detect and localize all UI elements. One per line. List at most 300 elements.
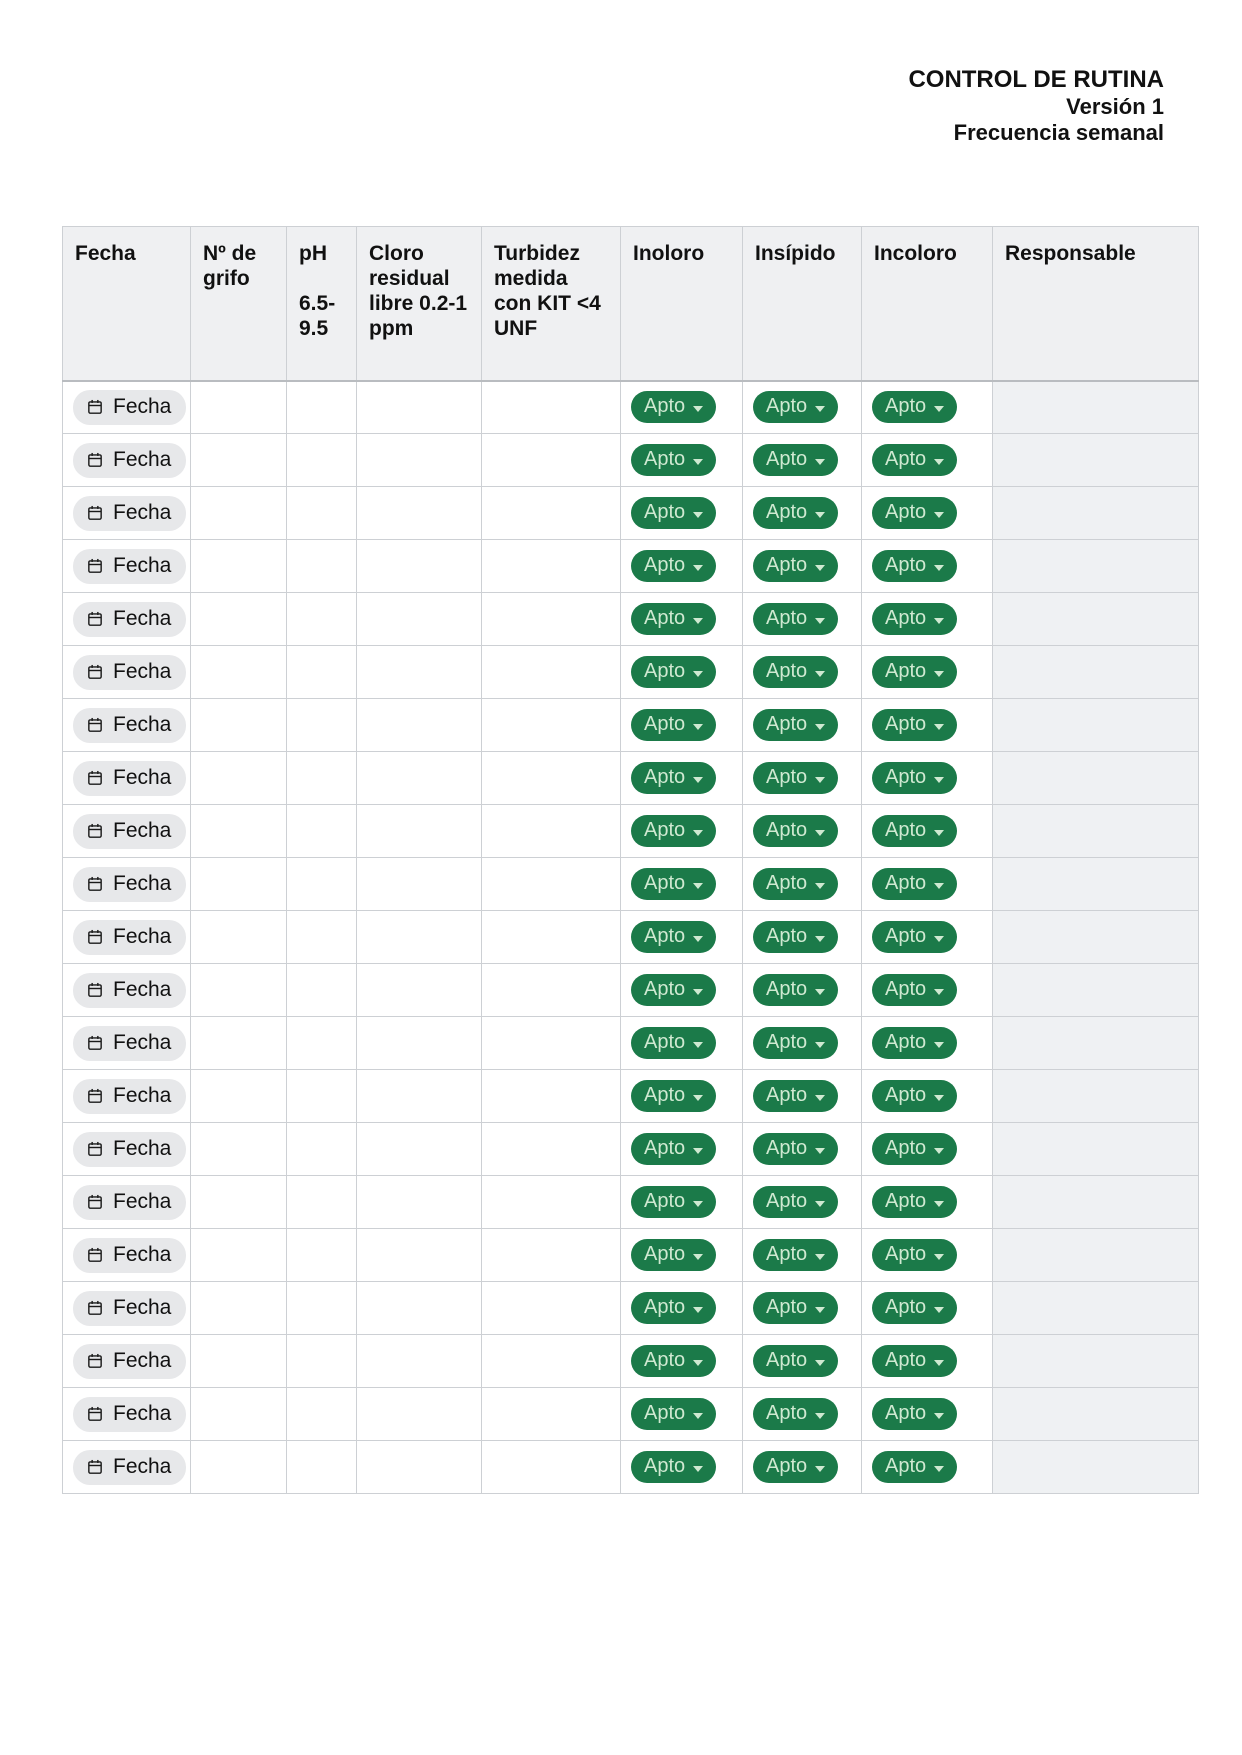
cell-num-grifo[interactable] <box>191 1282 287 1335</box>
cell-turbidez[interactable] <box>482 540 621 593</box>
cell-cloro[interactable] <box>357 1441 482 1494</box>
table-row <box>63 858 1199 911</box>
table-row <box>63 1335 1199 1388</box>
cell-ph[interactable] <box>287 1441 357 1494</box>
fecha-date-button[interactable] <box>73 761 186 796</box>
cell-num-grifo[interactable] <box>191 1229 287 1282</box>
cell-num-grifo[interactable] <box>191 1441 287 1494</box>
cell-ph[interactable] <box>287 1388 357 1441</box>
cell-incoloro <box>862 1441 993 1494</box>
cell-turbidez[interactable] <box>482 752 621 805</box>
insipido-apto-dropdown[interactable] <box>753 762 838 794</box>
cell-turbidez[interactable] <box>482 434 621 487</box>
fecha-date-button[interactable] <box>73 1238 186 1273</box>
cell-cloro[interactable] <box>357 434 482 487</box>
cell-fecha <box>63 1229 191 1282</box>
chevron-down-icon <box>815 554 825 577</box>
cell-cloro[interactable] <box>357 699 482 752</box>
cell-inoloro <box>621 911 743 964</box>
incoloro-apto-dropdown[interactable] <box>872 1451 957 1483</box>
cell-inoloro <box>621 1282 743 1335</box>
calendar-icon <box>86 1458 104 1476</box>
incoloro-apto-dropdown[interactable] <box>872 391 957 423</box>
cell-cloro[interactable] <box>357 1123 482 1176</box>
cell-num-grifo[interactable] <box>191 1017 287 1070</box>
cell-turbidez[interactable] <box>482 805 621 858</box>
cell-turbidez[interactable] <box>482 1176 621 1229</box>
apto-dropdown-label: Apto <box>766 978 808 1000</box>
fecha-date-button[interactable] <box>73 1026 186 1061</box>
apto-dropdown-label: Apto <box>885 448 927 470</box>
cell-cloro[interactable] <box>357 1335 482 1388</box>
calendar-icon <box>86 1405 104 1423</box>
fecha-date-button[interactable] <box>73 1079 186 1114</box>
fecha-date-button[interactable] <box>73 708 186 743</box>
inoloro-apto-dropdown[interactable] <box>631 550 716 582</box>
inoloro-apto-dropdown[interactable] <box>631 603 716 635</box>
fecha-date-button[interactable] <box>73 1397 186 1432</box>
inoloro-apto-dropdown[interactable] <box>631 921 716 953</box>
insipido-apto-dropdown[interactable] <box>753 921 838 953</box>
cell-turbidez[interactable] <box>482 911 621 964</box>
fecha-button-label: Fecha <box>113 818 172 842</box>
chevron-down-icon <box>693 713 703 736</box>
cell-ph[interactable] <box>287 752 357 805</box>
fecha-date-button[interactable] <box>73 1185 186 1220</box>
cell-inoloro <box>621 964 743 1017</box>
cell-cloro[interactable] <box>357 1070 482 1123</box>
inoloro-apto-dropdown[interactable] <box>631 1239 716 1271</box>
cell-turbidez[interactable] <box>482 1070 621 1123</box>
apto-dropdown-label: Apto <box>885 872 927 894</box>
incoloro-apto-dropdown[interactable] <box>872 868 957 900</box>
cell-responsable[interactable] <box>993 858 1199 911</box>
insipido-apto-dropdown[interactable] <box>753 1080 838 1112</box>
inoloro-apto-dropdown[interactable] <box>631 1080 716 1112</box>
fecha-date-button[interactable] <box>73 390 186 425</box>
cell-responsable[interactable] <box>993 593 1199 646</box>
fecha-date-button[interactable] <box>73 1132 186 1167</box>
chevron-down-icon <box>934 554 944 577</box>
cell-responsable[interactable] <box>993 646 1199 699</box>
cell-ph[interactable] <box>287 434 357 487</box>
cell-responsable[interactable] <box>993 1388 1199 1441</box>
cell-num-grifo[interactable] <box>191 593 287 646</box>
cell-insipido <box>743 964 862 1017</box>
insipido-apto-dropdown[interactable] <box>753 974 838 1006</box>
cell-ph[interactable] <box>287 1123 357 1176</box>
insipido-apto-dropdown[interactable] <box>753 1186 838 1218</box>
cell-num-grifo[interactable] <box>191 540 287 593</box>
incoloro-apto-dropdown[interactable] <box>872 1398 957 1430</box>
chevron-down-icon <box>934 1243 944 1266</box>
cell-num-grifo[interactable] <box>191 1176 287 1229</box>
incoloro-apto-dropdown[interactable] <box>872 762 957 794</box>
fecha-date-button[interactable] <box>73 973 186 1008</box>
cell-ph[interactable] <box>287 1176 357 1229</box>
chevron-down-icon <box>693 1243 703 1266</box>
insipido-apto-dropdown[interactable] <box>753 1398 838 1430</box>
apto-dropdown-label: Apto <box>885 1349 927 1371</box>
cell-turbidez[interactable] <box>482 699 621 752</box>
cell-cloro[interactable] <box>357 752 482 805</box>
cell-turbidez[interactable] <box>482 858 621 911</box>
apto-dropdown-label: Apto <box>644 819 686 841</box>
doc-title: CONTROL DE RUTINA <box>908 66 1164 93</box>
chevron-down-icon <box>815 1031 825 1054</box>
apto-dropdown-label: Apto <box>644 448 686 470</box>
chevron-down-icon <box>815 1137 825 1160</box>
cell-turbidez[interactable] <box>482 1229 621 1282</box>
apto-dropdown-label: Apto <box>766 1349 808 1371</box>
chevron-down-icon <box>934 766 944 789</box>
apto-dropdown-label: Apto <box>644 1031 686 1053</box>
fecha-button-label: Fecha <box>113 1136 172 1160</box>
apto-dropdown-label: Apto <box>644 713 686 735</box>
cell-fecha <box>63 752 191 805</box>
cell-responsable[interactable] <box>993 1123 1199 1176</box>
cell-cloro[interactable] <box>357 540 482 593</box>
fecha-button-label: Fecha <box>113 1083 172 1107</box>
cell-turbidez[interactable] <box>482 1282 621 1335</box>
calendar-icon <box>86 504 104 522</box>
fecha-date-button[interactable] <box>73 920 186 955</box>
cell-responsable[interactable] <box>993 805 1199 858</box>
cell-cloro[interactable] <box>357 1282 482 1335</box>
incoloro-apto-dropdown[interactable] <box>872 1080 957 1112</box>
incoloro-apto-dropdown[interactable] <box>872 1186 957 1218</box>
incoloro-apto-dropdown[interactable] <box>872 603 957 635</box>
cell-insipido <box>743 540 862 593</box>
cell-cloro[interactable] <box>357 1229 482 1282</box>
cell-inoloro <box>621 1229 743 1282</box>
chevron-down-icon <box>693 766 703 789</box>
cell-turbidez[interactable] <box>482 1388 621 1441</box>
calendar-icon <box>86 1140 104 1158</box>
cell-responsable[interactable] <box>993 1229 1199 1282</box>
cell-num-grifo[interactable] <box>191 1335 287 1388</box>
fecha-date-button[interactable] <box>73 1344 186 1379</box>
cell-insipido <box>743 381 862 434</box>
cell-inoloro <box>621 1441 743 1494</box>
col-header-inoloro: Inoloro <box>621 227 743 381</box>
cell-cloro[interactable] <box>357 1388 482 1441</box>
chevron-down-icon <box>815 1243 825 1266</box>
cell-inoloro <box>621 1123 743 1176</box>
cell-inoloro <box>621 593 743 646</box>
inoloro-apto-dropdown[interactable] <box>631 815 716 847</box>
apto-dropdown-label: Apto <box>885 607 927 629</box>
apto-dropdown-label: Apto <box>766 660 808 682</box>
cell-responsable[interactable] <box>993 434 1199 487</box>
apto-dropdown-label: Apto <box>766 1031 808 1053</box>
incoloro-apto-dropdown[interactable] <box>872 1239 957 1271</box>
fecha-button-label: Fecha <box>113 924 172 948</box>
inoloro-apto-dropdown[interactable] <box>631 1451 716 1483</box>
cell-num-grifo[interactable] <box>191 1388 287 1441</box>
fecha-date-button[interactable] <box>73 443 186 478</box>
apto-dropdown-label: Apto <box>766 1243 808 1265</box>
incoloro-apto-dropdown[interactable] <box>872 656 957 688</box>
cell-cloro[interactable] <box>357 381 482 434</box>
cell-cloro[interactable] <box>357 593 482 646</box>
insipido-apto-dropdown[interactable] <box>753 868 838 900</box>
cell-turbidez[interactable] <box>482 593 621 646</box>
table-row <box>63 752 1199 805</box>
cell-ph[interactable] <box>287 593 357 646</box>
cell-ph[interactable] <box>287 964 357 1017</box>
incoloro-apto-dropdown[interactable] <box>872 921 957 953</box>
calendar-icon <box>86 398 104 416</box>
cell-cloro[interactable] <box>357 646 482 699</box>
cell-ph[interactable] <box>287 1282 357 1335</box>
fecha-date-button[interactable] <box>73 867 186 902</box>
cell-num-grifo[interactable] <box>191 699 287 752</box>
cell-responsable[interactable] <box>993 1441 1199 1494</box>
cell-turbidez[interactable] <box>482 1017 621 1070</box>
col-header-cloro: Cloro residual libre 0.2-1 ppm <box>357 227 482 381</box>
incoloro-apto-dropdown[interactable] <box>872 444 957 476</box>
cell-ph[interactable] <box>287 487 357 540</box>
cell-incoloro <box>862 593 993 646</box>
cell-responsable[interactable] <box>993 1017 1199 1070</box>
chevron-down-icon <box>934 501 944 524</box>
col-header-responsable: Responsable <box>993 227 1199 381</box>
chevron-down-icon <box>934 872 944 895</box>
cell-fecha <box>63 381 191 434</box>
calendar-icon <box>86 1246 104 1264</box>
cell-num-grifo[interactable] <box>191 752 287 805</box>
cell-num-grifo[interactable] <box>191 911 287 964</box>
inoloro-apto-dropdown[interactable] <box>631 709 716 741</box>
cell-num-grifo[interactable] <box>191 646 287 699</box>
chevron-down-icon <box>815 872 825 895</box>
cell-ph[interactable] <box>287 381 357 434</box>
calendar-icon <box>86 1352 104 1370</box>
table-row <box>63 1229 1199 1282</box>
fecha-button-label: Fecha <box>113 871 172 895</box>
cell-ph[interactable] <box>287 858 357 911</box>
cell-num-grifo[interactable] <box>191 487 287 540</box>
apto-dropdown-label: Apto <box>644 1084 686 1106</box>
cell-num-grifo[interactable] <box>191 805 287 858</box>
table-row <box>63 1123 1199 1176</box>
cell-fecha <box>63 911 191 964</box>
cell-responsable[interactable] <box>993 1176 1199 1229</box>
cell-responsable[interactable] <box>993 699 1199 752</box>
cell-num-grifo[interactable] <box>191 434 287 487</box>
incoloro-apto-dropdown[interactable] <box>872 1027 957 1059</box>
cell-cloro[interactable] <box>357 858 482 911</box>
chevron-down-icon <box>815 395 825 418</box>
inoloro-apto-dropdown[interactable] <box>631 656 716 688</box>
cell-fecha <box>63 1282 191 1335</box>
cell-turbidez[interactable] <box>482 964 621 1017</box>
apto-dropdown-label: Apto <box>644 1296 686 1318</box>
cell-cloro[interactable] <box>357 1017 482 1070</box>
table-row <box>63 1017 1199 1070</box>
cell-ph[interactable] <box>287 1229 357 1282</box>
cell-cloro[interactable] <box>357 805 482 858</box>
incoloro-apto-dropdown[interactable] <box>872 1292 957 1324</box>
insipido-apto-dropdown[interactable] <box>753 550 838 582</box>
chevron-down-icon <box>815 660 825 683</box>
cell-fecha <box>63 1388 191 1441</box>
apto-dropdown-label: Apto <box>766 1190 808 1212</box>
cell-responsable[interactable] <box>993 964 1199 1017</box>
col-header-ph: pH 6.5-9.5 <box>287 227 357 381</box>
fecha-date-button[interactable] <box>73 496 186 531</box>
cell-incoloro <box>862 1388 993 1441</box>
cell-responsable[interactable] <box>993 1335 1199 1388</box>
incoloro-apto-dropdown[interactable] <box>872 1345 957 1377</box>
cell-turbidez[interactable] <box>482 646 621 699</box>
incoloro-apto-dropdown[interactable] <box>872 974 957 1006</box>
cell-turbidez[interactable] <box>482 1335 621 1388</box>
cell-ph[interactable] <box>287 1070 357 1123</box>
cell-incoloro <box>862 964 993 1017</box>
fecha-button-label: Fecha <box>113 1348 172 1372</box>
apto-dropdown-label: Apto <box>885 978 927 1000</box>
insipido-apto-dropdown[interactable] <box>753 391 838 423</box>
col-header-turbidez: Turbidez medida con KIT <4 UNF <box>482 227 621 381</box>
apto-dropdown-label: Apto <box>885 925 927 947</box>
chevron-down-icon <box>815 713 825 736</box>
cell-turbidez[interactable] <box>482 381 621 434</box>
inoloro-apto-dropdown[interactable] <box>631 1345 716 1377</box>
incoloro-apto-dropdown[interactable] <box>872 550 957 582</box>
fecha-date-button[interactable] <box>73 1450 186 1485</box>
apto-dropdown-label: Apto <box>885 713 927 735</box>
chevron-down-icon <box>934 925 944 948</box>
calendar-icon <box>86 557 104 575</box>
fecha-button-label: Fecha <box>113 1242 172 1266</box>
insipido-apto-dropdown[interactable] <box>753 497 838 529</box>
cell-fecha <box>63 858 191 911</box>
cell-ph[interactable] <box>287 646 357 699</box>
cell-num-grifo[interactable] <box>191 1123 287 1176</box>
cell-num-grifo[interactable] <box>191 381 287 434</box>
inoloro-apto-dropdown[interactable] <box>631 391 716 423</box>
apto-dropdown-label: Apto <box>644 1455 686 1477</box>
cell-inoloro <box>621 540 743 593</box>
cell-cloro[interactable] <box>357 911 482 964</box>
cell-ph[interactable] <box>287 540 357 593</box>
insipido-apto-dropdown[interactable] <box>753 1133 838 1165</box>
incoloro-apto-dropdown[interactable] <box>872 815 957 847</box>
apto-dropdown-label: Apto <box>885 554 927 576</box>
cell-responsable[interactable] <box>993 540 1199 593</box>
apto-dropdown-label: Apto <box>644 766 686 788</box>
cell-ph[interactable] <box>287 911 357 964</box>
inoloro-apto-dropdown[interactable] <box>631 1027 716 1059</box>
doc-version: Versión 1 <box>1066 94 1164 119</box>
chevron-down-icon <box>693 1402 703 1425</box>
inoloro-apto-dropdown[interactable] <box>631 1398 716 1430</box>
cell-num-grifo[interactable] <box>191 1070 287 1123</box>
cell-ph[interactable] <box>287 805 357 858</box>
cell-incoloro <box>862 1123 993 1176</box>
chevron-down-icon <box>815 1455 825 1478</box>
cell-ph[interactable] <box>287 1017 357 1070</box>
chevron-down-icon <box>693 1031 703 1054</box>
inoloro-apto-dropdown[interactable] <box>631 974 716 1006</box>
cell-incoloro <box>862 805 993 858</box>
cell-responsable[interactable] <box>993 1282 1199 1335</box>
apto-dropdown-label: Apto <box>885 395 927 418</box>
cell-cloro[interactable] <box>357 487 482 540</box>
insipido-apto-dropdown[interactable] <box>753 1292 838 1324</box>
calendar-icon <box>86 875 104 893</box>
cell-responsable[interactable] <box>993 911 1199 964</box>
incoloro-apto-dropdown[interactable] <box>872 1133 957 1165</box>
cell-turbidez[interactable] <box>482 487 621 540</box>
insipido-apto-dropdown[interactable] <box>753 444 838 476</box>
cell-responsable[interactable] <box>993 1070 1199 1123</box>
cell-incoloro <box>862 752 993 805</box>
apto-dropdown-label: Apto <box>644 1243 686 1265</box>
insipido-apto-dropdown[interactable] <box>753 1239 838 1271</box>
cell-num-grifo[interactable] <box>191 858 287 911</box>
cell-cloro[interactable] <box>357 964 482 1017</box>
cell-responsable[interactable] <box>993 381 1199 434</box>
cell-ph[interactable] <box>287 699 357 752</box>
cell-num-grifo[interactable] <box>191 964 287 1017</box>
apto-dropdown-label: Apto <box>885 1190 927 1212</box>
cell-responsable[interactable] <box>993 487 1199 540</box>
inoloro-apto-dropdown[interactable] <box>631 497 716 529</box>
fecha-date-button[interactable] <box>73 549 186 584</box>
fecha-date-button[interactable] <box>73 814 186 849</box>
cell-turbidez[interactable] <box>482 1441 621 1494</box>
inoloro-apto-dropdown[interactable] <box>631 444 716 476</box>
apto-dropdown-label: Apto <box>885 1243 927 1265</box>
incoloro-apto-dropdown[interactable] <box>872 709 957 741</box>
insipido-apto-dropdown[interactable] <box>753 709 838 741</box>
inoloro-apto-dropdown[interactable] <box>631 1186 716 1218</box>
insipido-apto-dropdown[interactable] <box>753 603 838 635</box>
inoloro-apto-dropdown[interactable] <box>631 1133 716 1165</box>
table-row <box>63 1282 1199 1335</box>
cell-turbidez[interactable] <box>482 1123 621 1176</box>
calendar-icon <box>86 769 104 787</box>
insipido-apto-dropdown[interactable] <box>753 1345 838 1377</box>
chevron-down-icon <box>693 978 703 1001</box>
inoloro-apto-dropdown[interactable] <box>631 762 716 794</box>
cell-fecha <box>63 434 191 487</box>
insipido-apto-dropdown[interactable] <box>753 815 838 847</box>
chevron-down-icon <box>693 448 703 471</box>
cell-responsable[interactable] <box>993 752 1199 805</box>
incoloro-apto-dropdown[interactable] <box>872 497 957 529</box>
control-table <box>62 226 1199 1494</box>
chevron-down-icon <box>693 1349 703 1372</box>
fecha-date-button[interactable] <box>73 1291 186 1326</box>
insipido-apto-dropdown[interactable] <box>753 1451 838 1483</box>
cell-cloro[interactable] <box>357 1176 482 1229</box>
apto-dropdown-label: Apto <box>644 660 686 682</box>
insipido-apto-dropdown[interactable] <box>753 656 838 688</box>
chevron-down-icon <box>693 395 703 418</box>
inoloro-apto-dropdown[interactable] <box>631 868 716 900</box>
inoloro-apto-dropdown[interactable] <box>631 1292 716 1324</box>
fecha-date-button[interactable] <box>73 602 186 637</box>
table-row <box>63 1176 1199 1229</box>
cell-ph[interactable] <box>287 1335 357 1388</box>
cell-inoloro <box>621 805 743 858</box>
fecha-date-button[interactable] <box>73 655 186 690</box>
insipido-apto-dropdown[interactable] <box>753 1027 838 1059</box>
